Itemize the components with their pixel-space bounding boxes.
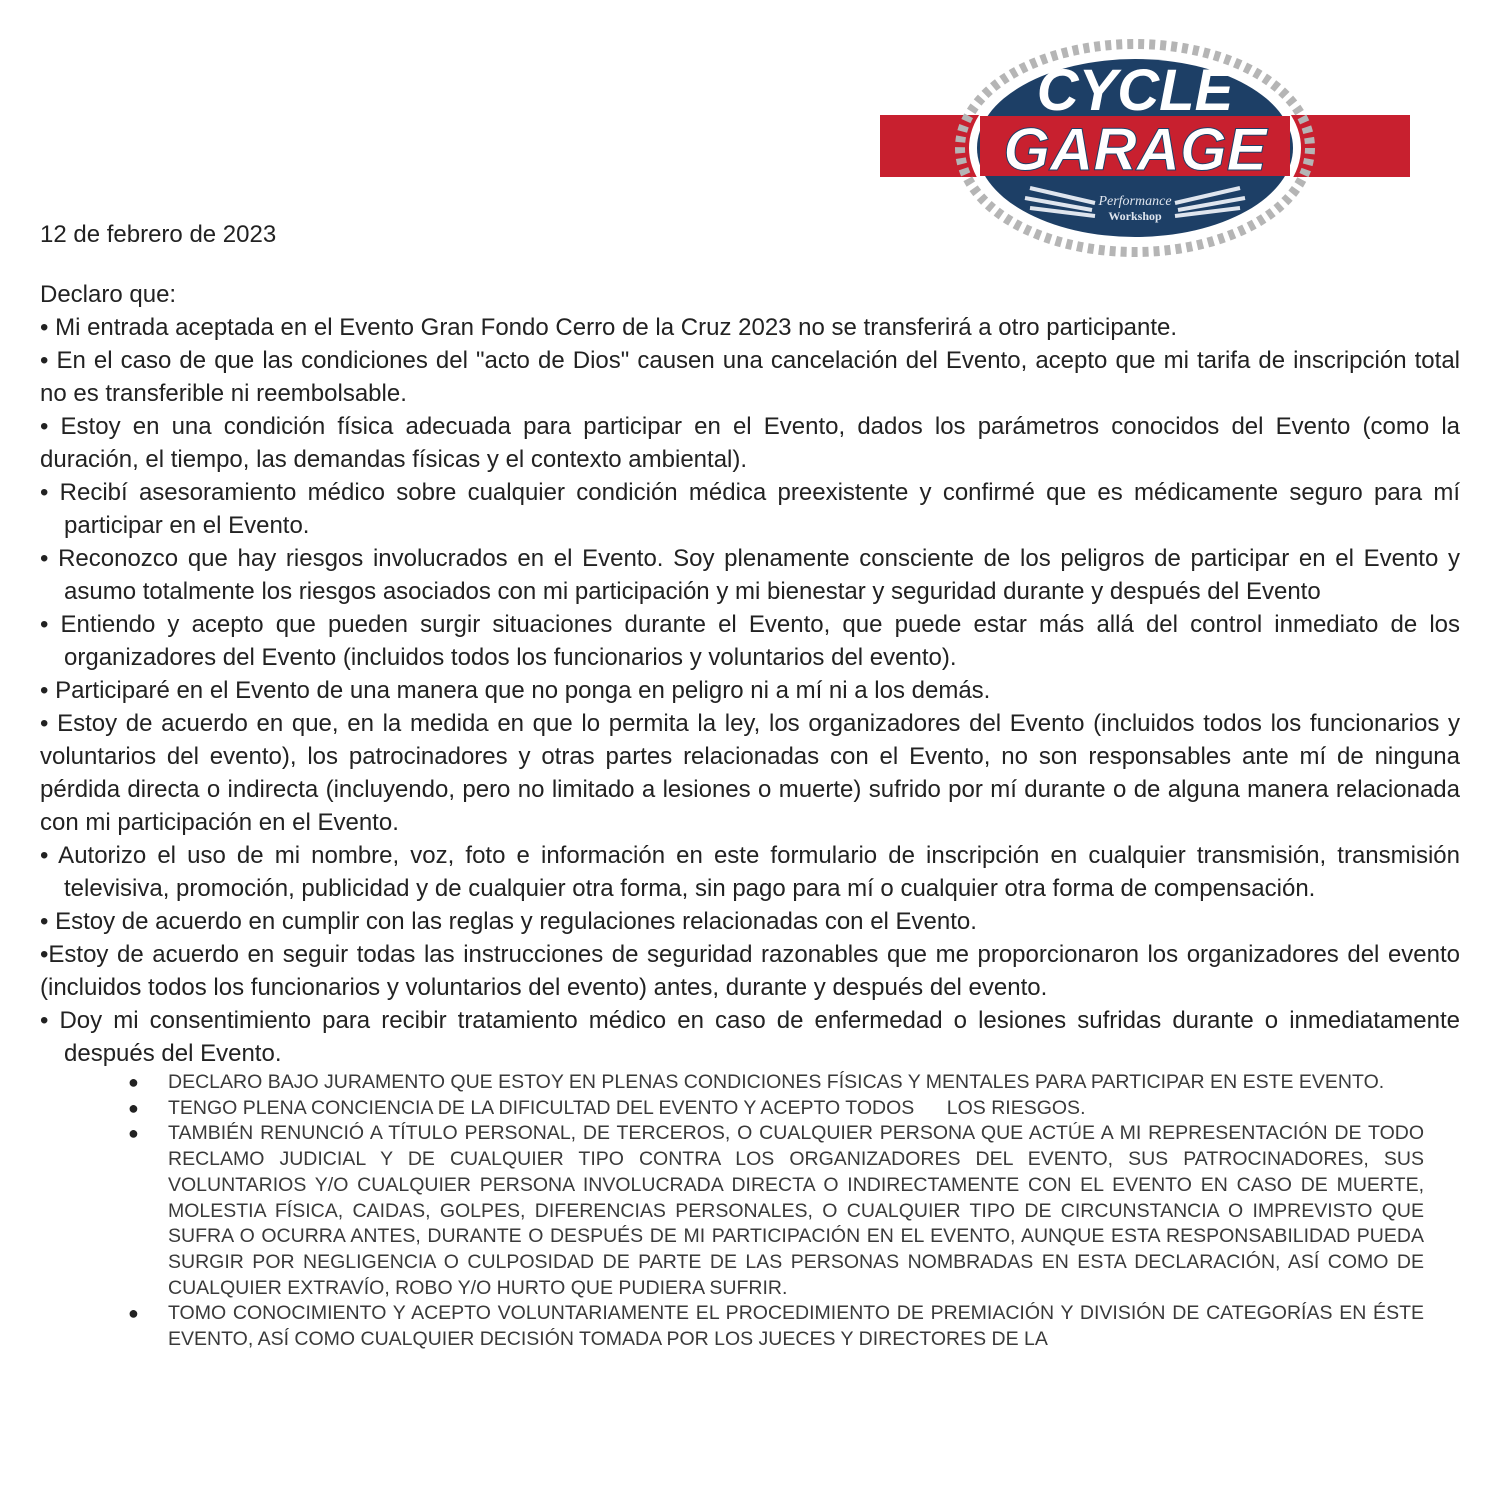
sworn-statement: ● TAMBIÉN RENUNCIÓ A TÍTULO PERSONAL, DE TERCEROS, O CUALQUIER PERSONA QUE ACTÚE A MI REPRESENTACIÓN DE TODO RECLAMO JUDICIAL Y DE CUALQUIER TIPO CONTRA LOS ORGANIZADORES DEL EVENTO, SUS PATROCINADORES, SUS VOLUNTARIOS Y/O CUALQUIER PERSONA INVOLUCRADA DIRECTA O INDIRECTAMENTE CON EL EVENTO EN CASO DE MUERTE, MOLESTIA FÍSICA, CAIDAS, GOLPES, DIFERENCIAS PERSONALES, O CUALQUIER TIPO DE CIRCUNSTANCIA O IMPREVISTO QUE SUFRA O OCURRA ANTES, DURANTE O DESPUÉS DE MI PARTICIPACIÓN EN EL EVENTO, AUNQUE ESTA RESPONSABILIDAD PUEDA SURGIR POR NEGLIGENCIA O CULPOSIDAD DE PARTE DE LAS PERSONAS NOMBRADAS EN ESTA DECLARACIÓN, ASÍ COMO DE CUALQUIER EXTRAVÍO, ROBO Y/O HURTO QUE PUDIERA SUFRIR.	[128, 1122, 1424, 1299]
logo-tagline1: Performance	[1098, 194, 1172, 209]
declaration-item: • Autorizo el uso de mi nombre, voz, foto e información en este formulario de inscripción en cualquier transmisión, transmisión televisiva, promoción, publicidad y de cualquier otra forma, sin pago para mí o cualquier otra forma de compensación.	[40, 842, 1460, 902]
logo-graphic	[880, 38, 1410, 258]
sworn-statement: ● DECLARO BAJO JURAMENTO QUE ESTOY EN PLENAS CONDICIONES FÍSICAS Y MENTALES PARA PARTICIPAR EN ESTE EVENTO.	[128, 1070, 1424, 1096]
declaration-item: •Estoy de acuerdo en seguir todas las instrucciones de seguridad razonables que me proporcionaron los organizadores del evento (incluidos todos los funcionarios y voluntarios del evento) antes, durante y después del evento.	[40, 941, 1460, 1001]
logo-line2: GARAGE	[1003, 116, 1267, 183]
bullet-icon: ●	[128, 1123, 139, 1144]
sworn-statement: ● TENGO PLENA CONCIENCIA DE LA DIFICULTAD DEL EVENTO Y ACEPTO TODOS LOS RIESGOS.	[128, 1096, 1424, 1122]
declaration-item: • Entiendo y acepto que pueden surgir situaciones durante el Evento, que puede estar más allá del control inmediato de los organizadores del Evento (incluidos todos los funcionarios y voluntarios del evento).	[40, 611, 1460, 671]
sworn-statements-list	[40, 1070, 1460, 1353]
declaration-item: • Participaré en el Evento de una manera que no ponga en peligro ni a mí ni a los demás.	[40, 677, 991, 704]
declaration-item: • Estoy en una condición física adecuada para participar en el Evento, dados los parámetros conocidos del Evento (como la duración, el tiempo, las demandas físicas y el contexto ambiental).	[40, 413, 1460, 473]
declaration-item: • Estoy de acuerdo en que, en la medida en que lo permita la ley, los organizadores del Evento (incluidos todos los funcionarios y voluntarios del evento), los patrocinadores y otras partes relacionadas con el Evento, no son responsables ante mí de ninguna pérdida directa o indirecta (incluyendo, pero no limitado a lesiones o muerte) sufrido por mí durante o de alguna manera relacionada con mi participación en el Evento.	[40, 710, 1460, 836]
declaration-item: • Mi entrada aceptada en el Evento Gran Fondo Cerro de la Cruz 2023 no se transferirá a otro participante.	[40, 314, 1178, 341]
declaration-item: • En el caso de que las condiciones del "acto de Dios" causen una cancelación del Evento, acepto que mi tarifa de inscripción total no es transferible ni reembolsable.	[40, 347, 1460, 407]
sworn-statement: ● TOMO CONOCIMIENTO Y ACEPTO VOLUNTARIAMENTE EL PROCEDIMIENTO DE PREMIACIÓN Y DIVISIÓN DE CATEGORÍAS EN ÉSTE EVENTO, ASÍ COMO CUALQUIER DECISIÓN TOMADA POR LOS JUECES Y DIRECTORES DE LA	[128, 1302, 1424, 1351]
declaration-item: • Reconozco que hay riesgos involucrados en el Evento. Soy plenamente consciente de los peligros de participar en el Evento y asumo totalmente los riesgos asociados con mi participación y mi bienestar y seguridad durante y después del Evento	[40, 545, 1460, 605]
declaration-item: • Doy mi consentimiento para recibir tratamiento médico en caso de enfermedad o lesiones sufridas durante o inmediatamente después del Evento.	[40, 1007, 1460, 1067]
cycle-garage-logo	[880, 38, 1410, 258]
bullet-icon: ●	[128, 1097, 139, 1118]
logo-line1: CYCLE	[1036, 58, 1234, 123]
declaration-item: • Recibí asesoramiento médico sobre cualquier condición médica preexistente y confirmé que es médicamente seguro para mí participar en el Evento.	[40, 479, 1460, 539]
document-date: 12 de febrero de 2023	[40, 221, 277, 248]
declaration-body	[40, 278, 1460, 1353]
bullet-icon: ●	[128, 1072, 139, 1092]
bullet-icon: ●	[128, 1303, 139, 1324]
logo-tagline2: Workshop	[1108, 209, 1162, 223]
declaration-item: • Estoy de acuerdo en cumplir con las reglas y regulaciones relacionadas con el Evento.	[40, 908, 977, 935]
declaration-intro: Declaro que:	[40, 281, 177, 308]
